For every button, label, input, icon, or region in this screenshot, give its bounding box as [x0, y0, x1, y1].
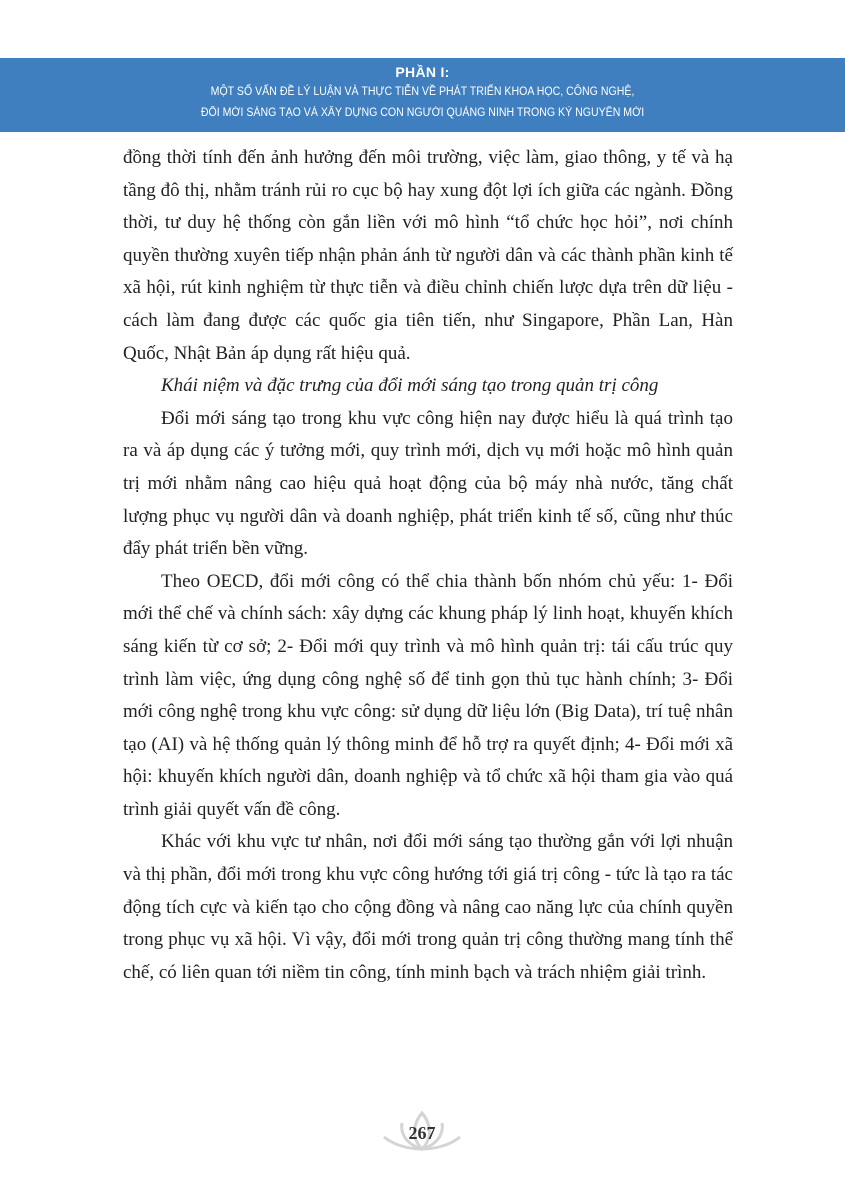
- paragraph: Khác với khu vực tư nhân, nơi đổi mới sáng tạo thường gắn với lợi nhuận và thị phần, đổi mới trong khu vực công hướng tới giá trị công - tức là tạo ra tác động tích cực và kiến tạo cho cộng đồng và nâng cao năng lực của chính quyền trong phục vụ xã hội. Vì vậy, đổi mới trong quản trị công thường mang tính thể chế, có liên quan tới niềm tin công, tính minh bạch và trách nhiệm giải trình.: [123, 831, 733, 983]
- subheading-italic: Khái niệm và đặc trưng của đổi mới sáng tạo trong quản trị công: [161, 375, 659, 397]
- section-header-banner: [0, 58, 845, 132]
- page-number: 267: [408, 1123, 436, 1143]
- paragraph-continued: đồng thời tính đến ảnh hưởng đến môi trường, việc làm, giao thông, y tế và hạ tầng đô thị, nhằm tránh rủi ro cục bộ hay xung đột lợi ích giữa các ngành. Đồng thời, tư duy hệ thống còn gắn liền với mô hình “tổ chức học hỏi”, nơi chính quyền thường xuyên tiếp nhận phản ánh từ người dân và các thành phần kinh tế xã hội, rút kinh nghiệm từ thực tiễn và điều chỉnh chiến lược dựa trên dữ liệu - cách làm đang được các quốc gia tiên tiến, như Singapore, Phần Lan, Hàn Quốc, Nhật Bản áp dụng rất hiệu quả.: [123, 147, 733, 364]
- body-text: [123, 142, 733, 989]
- part-label: PHẦN I:: [395, 64, 450, 80]
- paragraph: Theo OECD, đổi mới công có thể chia thành bốn nhóm chủ yếu: 1- Đổi mới thể chế và chính sách: xây dựng các khung pháp lý linh hoạt, khuyến khích sáng kiến từ cơ sở; 2- Đổi mới quy trình và mô hình quản trị: tái cấu trúc quy trình làm việc, ứng dụng công nghệ số để tinh gọn thủ tục hành chính; 3- Đổi mới công nghệ trong khu vực công: sử dụng dữ liệu lớn (Big Data), trí tuệ nhân tạo (AI) và hệ thống quản lý thông minh để hỗ trợ ra quyết định; 4- Đổi mới xã hội: khuyến khích người dân, doanh nghiệp và tổ chức xã hội tham gia vào quá trình giải quyết vấn đề công.: [123, 570, 733, 820]
- section-subtitle-line-1: MỘT SỐ VẤN ĐỀ LÝ LUẬN VÀ THỰC TIỄN VỀ PHÁT TRIỂN KHOA HỌC, CÔNG NGHỆ,: [210, 86, 635, 98]
- section-subtitle-line-2: ĐỔI MỚI SÁNG TẠO VÀ XÂY DỰNG CON NGƯỜI QUẢNG NINH TRONG KỶ NGUYÊN MỚI: [200, 107, 645, 119]
- page-footer: [372, 1105, 472, 1165]
- paragraph: Đổi mới sáng tạo trong khu vực công hiện nay được hiểu là quá trình tạo ra và áp dụng các ý tưởng mới, quy trình mới, dịch vụ mới hoặc mô hình quản trị mới nhằm nâng cao hiệu quả hoạt động của bộ máy nhà nước, tăng chất lượng phục vụ người dân và doanh nghiệp, phát triển kinh tế số, cũng như thúc đẩy phát triển bền vững.: [123, 407, 733, 560]
